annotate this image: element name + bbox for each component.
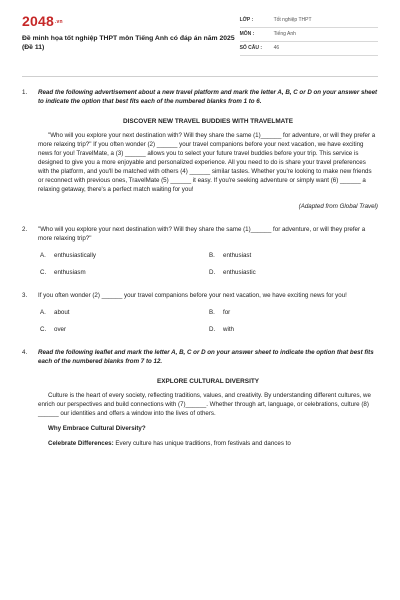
passage-text: Culture is the heart of every society, reflecting traditions, values, and creativity. By understanding different cultures, we enrich our perspectives and build connections with (7)______. Whether through art, language, or celebrations, culture (8) ______ our identities and offers a window into the lives of others. [38,392,371,418]
question-text: If you often wonder (2) ______ your travel companions before your next vacation, we have exciting news for you! [38,292,347,300]
passage-title: EXPLORE CULTURAL DIVERSITY [156,377,260,385]
option-a[interactable] [40,252,209,261]
option-text: enthusiast [223,252,252,260]
meta-value: Tiếng Anh [273,30,296,37]
header-left [22,14,240,66]
option-c[interactable] [40,269,209,278]
point-text: Every culture has unique traditions, from festivals and dances to [113,440,291,448]
meta-key: SỐ CÂU : [239,44,263,51]
bullet-point [38,440,378,449]
question-number: 1. [22,89,28,96]
passage-text: "Who will you explore your next destination with? Will they share the same (1)______ for adventure, or will they prefer a more relaxing trip?" If you often wonder (2) ______ your travel companions before your next vacation, we have exciting news for you! TravelMate, a (3) ______ allows you to select your future travel buddies before your trip. This service is designed to give you a more enjoyable and personalized experience. All you need to do is share your travel preferences with the platform, and you'll be matched with others (4) ______ similar tastes. Whether you're looking to make new friends or reconnect with previous ones, TravelMate (5) ______ it easy. If you're seeking adventure or simply want (6) ______ a relaxing getaway, there's a perfect match waiting for you! [38,132,376,194]
option-text: enthusiastically [54,252,96,260]
exam-title: Đề minh họa tốt nghiệp THPT môn Tiếng Anh có đáp án năm 2025 (Đề 11) [22,35,235,52]
option-text: with [223,326,235,334]
section-subheading: Why Embrace Cultural Diversity? [48,425,146,433]
question-number: 4. [22,349,28,357]
meta-row-count [240,42,378,56]
option-text: over [54,326,67,334]
question-instruction: Read the following advertisement about a new travel platform and mark the letter A, B, C or D on your answer sheet to indicate the option that best fits each of the numbered blanks from 1 to 6. [38,89,378,105]
meta-key: MÔN : [239,30,255,37]
passage-title: DISCOVER NEW TRAVEL BUDDIES WITH TRAVELMATE [123,117,293,125]
logo-suffix: .vn [54,18,63,25]
exam-meta [240,14,378,66]
question-body [38,349,378,449]
meta-row-subject [240,28,378,42]
option-d[interactable] [209,269,378,278]
option-letter: B. [209,252,215,260]
question-number: 2. [22,226,28,234]
option-letter: B. [209,309,215,317]
option-letter: D. [209,326,216,334]
option-letter: C. [40,326,47,334]
option-text: enthusiasm [54,269,86,277]
option-b[interactable] [209,309,378,318]
header-divider [22,76,378,77]
option-d[interactable] [209,326,378,335]
question-number: 3. [22,292,28,300]
answer-options [38,309,378,335]
point-label: Celebrate Differences: [48,440,114,448]
question-text: "Who will you explore your next destination with? Will they share the same (1)______ for adventure, or will they prefer a more relaxing trip?" [38,226,366,243]
option-a[interactable] [40,309,209,318]
option-c[interactable] [40,326,209,335]
option-letter: C. [40,269,47,277]
question-body [38,226,378,278]
option-text: enthusiastic [223,269,256,277]
option-b[interactable] [209,252,378,261]
question-3 [22,292,378,335]
page-header [22,14,378,66]
meta-value: 46 [273,44,280,51]
answer-options [38,252,378,278]
site-logo[interactable] [22,14,240,28]
meta-key: LỚP : [239,16,254,23]
question-1 [22,89,378,212]
option-text: for [223,309,231,317]
option-letter: A. [40,252,46,260]
logo-text: 2048 [22,13,54,29]
question-4 [22,349,378,449]
question-2 [22,226,378,278]
meta-value: Tốt nghiệp THPT [273,16,312,23]
option-letter: A. [40,309,46,317]
option-letter: D. [209,269,216,277]
meta-row-class [240,14,378,28]
question-instruction: Read the following leaflet and mark the letter A, B, C or D on your answer sheet to indicate the option that best fits each of the numbered blanks from 7 to 12. [38,349,374,365]
option-text: about [54,309,70,317]
passage-source: (Adapted from Global Travel) [298,203,378,211]
question-body [38,292,378,335]
question-body [38,89,378,212]
